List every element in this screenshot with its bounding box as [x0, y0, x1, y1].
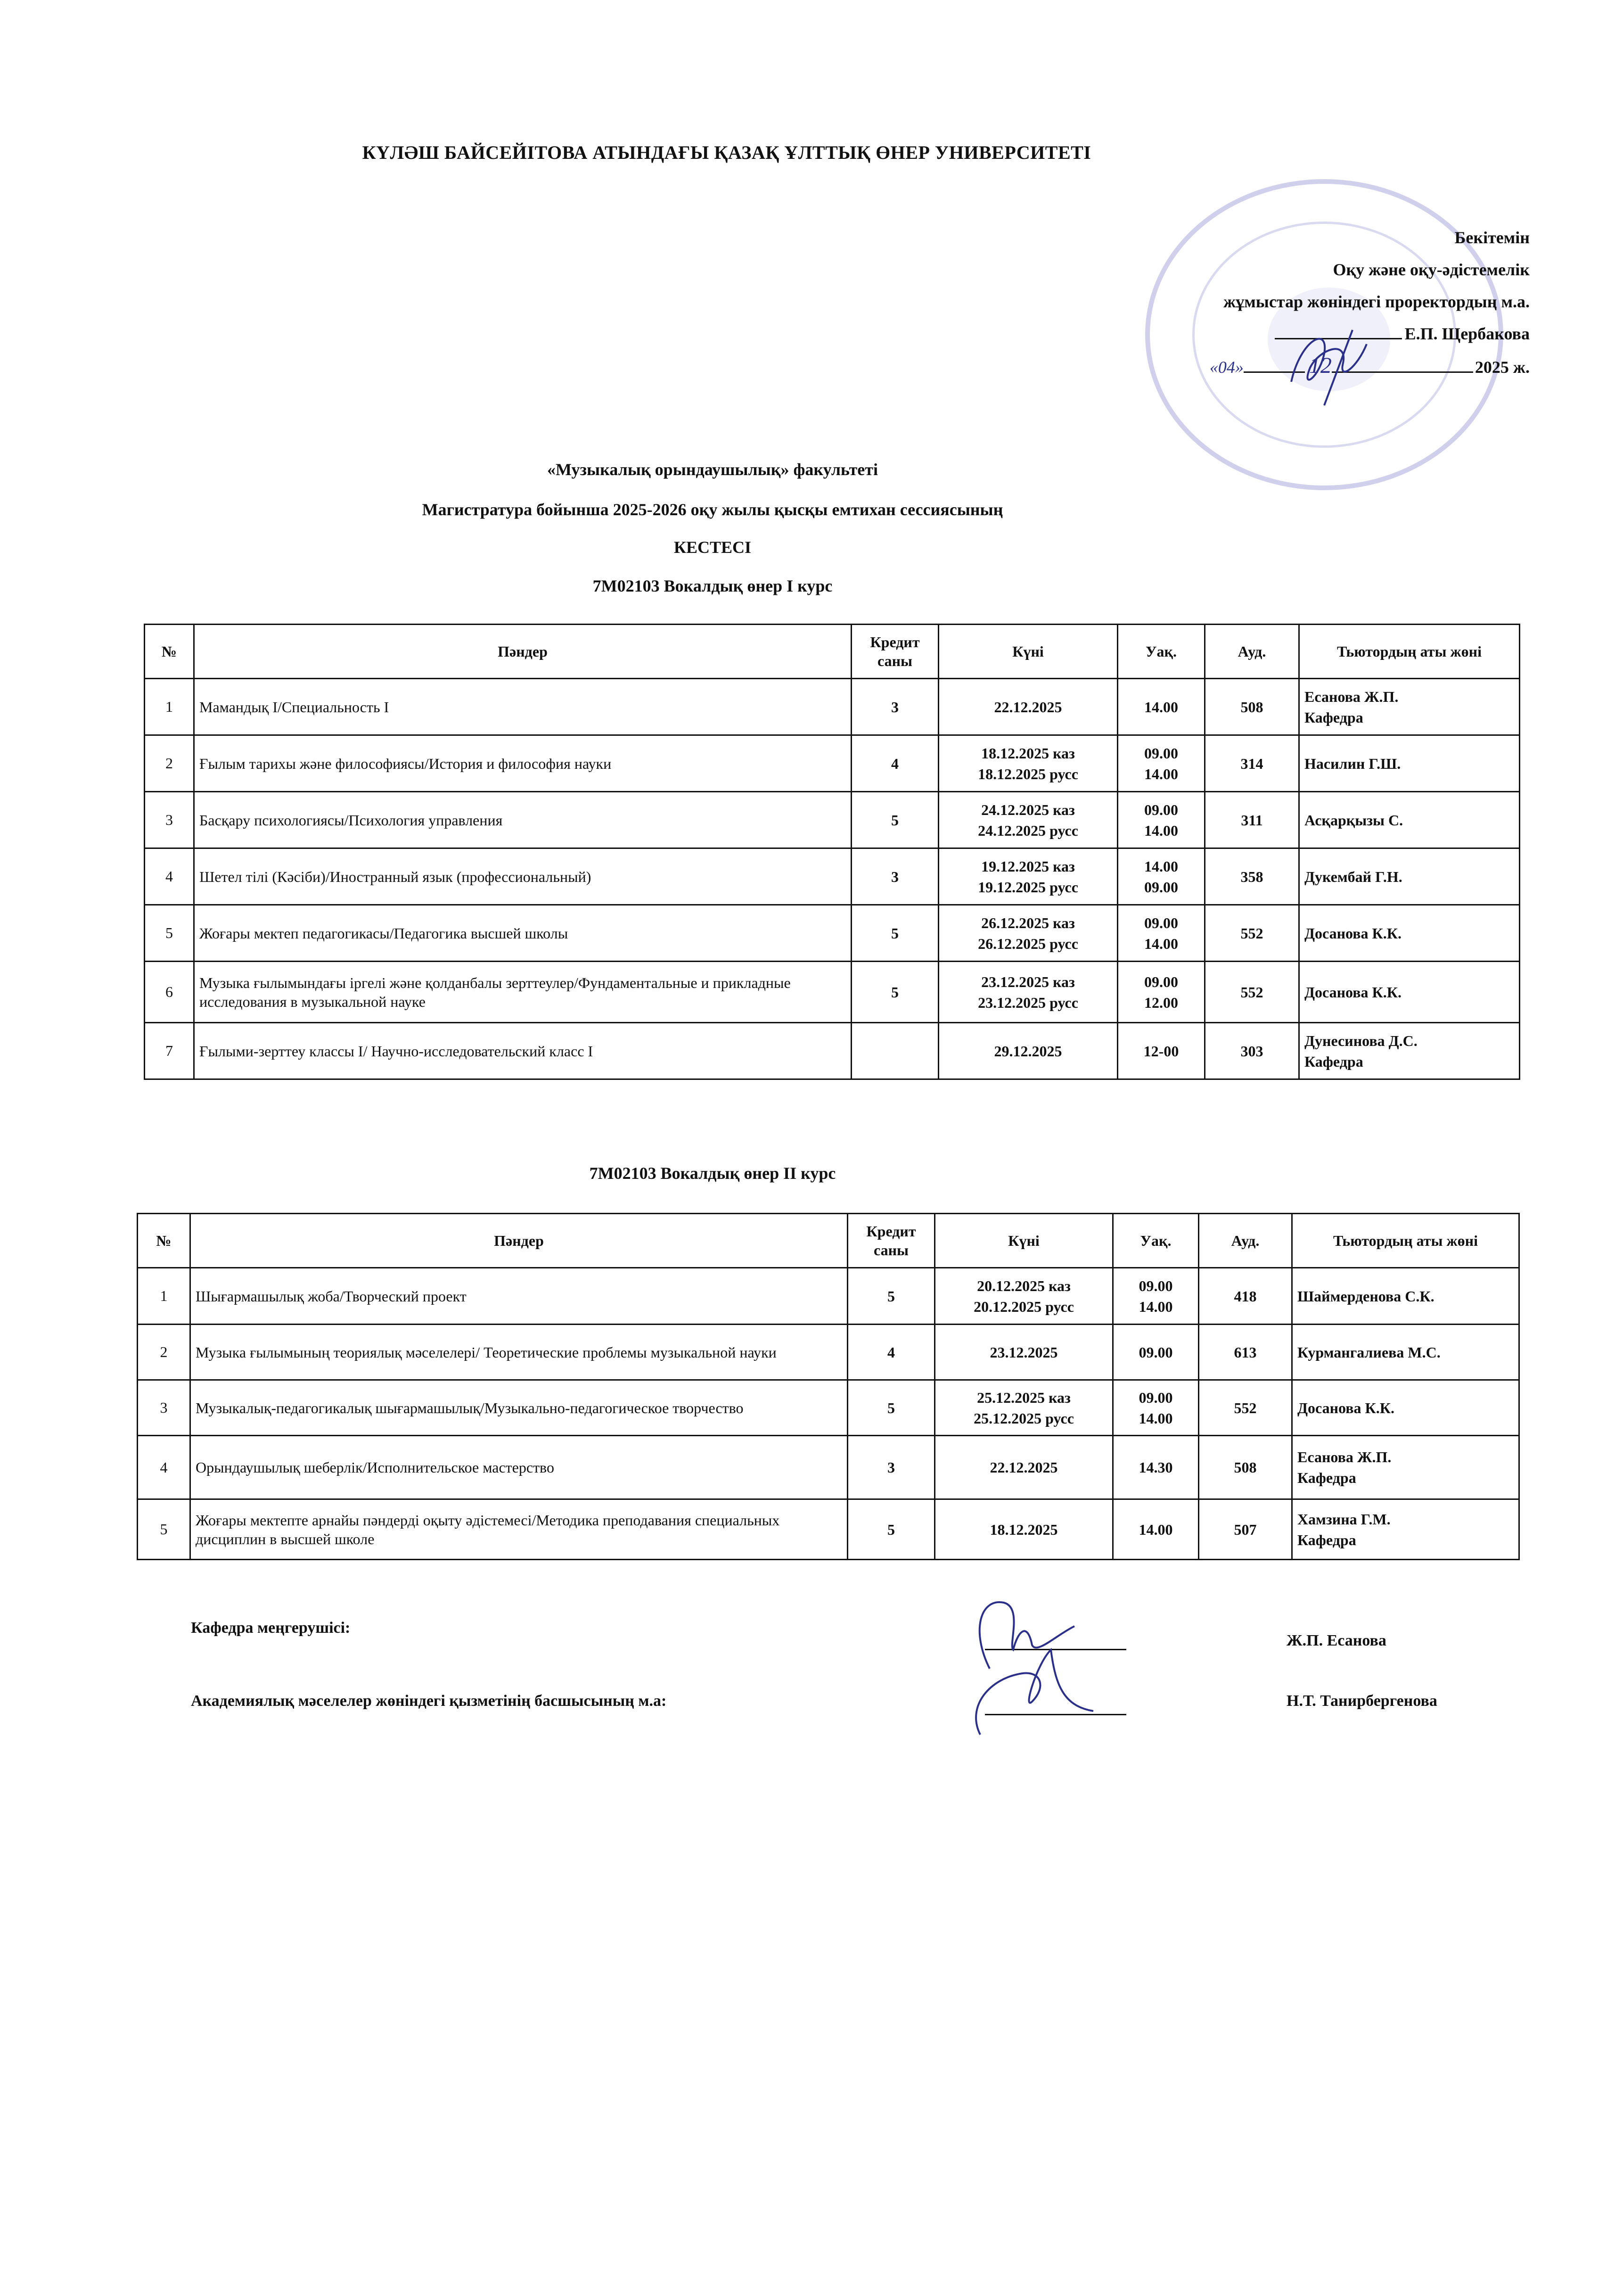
- row-tutor: [1299, 735, 1520, 792]
- row-time-2: 14.00: [1139, 1409, 1173, 1427]
- row-date-1: 26.12.2025 каз: [981, 914, 1075, 931]
- row-date-2: 25.12.2025 русс: [974, 1409, 1074, 1427]
- row-subject: Басқару психологиясы/Психология управления: [194, 792, 852, 848]
- table-row: [145, 792, 1520, 848]
- row-subject: Музыка ғылымының теориялық мәселелері/ Теоретические проблемы музыкальной науки: [190, 1325, 848, 1380]
- row-room: 303: [1205, 1023, 1299, 1079]
- row-tutor: [1292, 1268, 1519, 1325]
- row-tutor-1: Есанова Ж.П.: [1297, 1448, 1392, 1465]
- row-tutor-1: Хамзина Г.М.: [1297, 1510, 1391, 1528]
- col-tutor: Тьютордың аты жөні: [1292, 1214, 1519, 1268]
- row-time-2: 14.00: [1139, 1298, 1173, 1315]
- approval-month: 12: [1309, 353, 1332, 378]
- row-date: [935, 1325, 1113, 1380]
- row-date-1: 29.12.2025: [994, 1042, 1062, 1060]
- table-row: [138, 1380, 1519, 1436]
- row-date-1: 19.12.2025 каз: [981, 857, 1075, 875]
- row-date-2: 19.12.2025 русс: [978, 878, 1078, 896]
- row-tutor-2: Кафедра: [1304, 1053, 1363, 1070]
- row-date-1: 24.12.2025 каз: [981, 801, 1075, 818]
- col-room: Ауд.: [1199, 1214, 1292, 1268]
- table-row: [145, 905, 1520, 962]
- row-time-2: 14.00: [1144, 822, 1178, 839]
- approval-day: «04»: [1209, 358, 1244, 377]
- row-tutor-2: Кафедра: [1297, 1469, 1356, 1486]
- col-subject: Пәндер: [194, 625, 852, 679]
- row-subject: Музыкалық-педагогикалық шығармашылық/Музыкально-педагогическое творчество: [190, 1380, 848, 1436]
- col-num: №: [145, 625, 194, 679]
- approver-name: Е.П. Щербакова: [1404, 324, 1530, 343]
- row-tutor-2: Кафедра: [1297, 1531, 1356, 1548]
- table-row: [145, 1023, 1520, 1079]
- academic-affairs-name: Н.Т. Танирбергенова: [1287, 1692, 1437, 1710]
- row-tutor: [1299, 1023, 1520, 1079]
- col-tutor: Тьютордың аты жөні: [1299, 625, 1520, 679]
- row-time-1: 09.00: [1139, 1343, 1173, 1361]
- row-tutor: [1299, 962, 1520, 1023]
- col-room: Ауд.: [1205, 625, 1299, 679]
- row-time: [1118, 962, 1205, 1023]
- row-tutor: [1292, 1436, 1519, 1499]
- row-tutor-1: Дунесинова Д.С.: [1304, 1032, 1418, 1049]
- row-time: [1113, 1325, 1199, 1380]
- row-credits: 5: [848, 1380, 935, 1436]
- row-tutor: [1299, 679, 1520, 735]
- row-num: 1: [145, 679, 194, 735]
- row-subject: Шығармашылық жоба/Творческий проект: [190, 1268, 848, 1325]
- row-subject: Орындаушылық шеберлік/Исполнительское мастерство: [190, 1436, 848, 1499]
- row-time: [1118, 1023, 1205, 1079]
- row-tutor: [1292, 1380, 1519, 1436]
- schedule-table-course2: [137, 1213, 1520, 1560]
- table-row: [138, 1268, 1519, 1325]
- row-room: 552: [1205, 905, 1299, 962]
- row-room: 311: [1205, 792, 1299, 848]
- row-time-1: 09.00: [1144, 744, 1178, 762]
- faculty-heading: «Музыкалық орындаушылық» факультеті: [547, 460, 878, 479]
- row-time: [1113, 1380, 1199, 1436]
- row-credits: 3: [852, 679, 939, 735]
- row-time: [1118, 735, 1205, 792]
- col-subject: Пәндер: [190, 1214, 848, 1268]
- row-time-1: 14.00: [1144, 857, 1178, 875]
- approve-label: Бекітемін: [1454, 228, 1530, 247]
- row-date-1: 23.12.2025 каз: [981, 973, 1075, 990]
- col-credits-line2: саны: [877, 652, 912, 669]
- schedule-table-course1: [144, 624, 1520, 1080]
- row-tutor: [1292, 1325, 1519, 1380]
- row-room: 314: [1205, 735, 1299, 792]
- col-credits: [848, 1214, 935, 1268]
- row-tutor: [1299, 905, 1520, 962]
- row-room: 358: [1205, 848, 1299, 905]
- row-time: [1118, 905, 1205, 962]
- row-credits: 5: [852, 905, 939, 962]
- table-row: [138, 1436, 1519, 1499]
- row-subject: Жоғары мектепте арнайы пәндерді оқыту әдістемесі/Методика преподавания специальных дисциплин в высшей школе: [190, 1499, 848, 1560]
- department-head-signature-icon: [952, 1593, 1150, 1749]
- row-time-2: 14.00: [1144, 765, 1178, 782]
- row-date: [939, 679, 1118, 735]
- row-time: [1113, 1436, 1199, 1499]
- col-credits-line2: саны: [873, 1242, 909, 1259]
- course1-heading: 7М02103 Вокалдық өнер I курс: [592, 576, 833, 595]
- col-credits-line1: Кредит: [870, 634, 920, 650]
- row-tutor: [1292, 1499, 1519, 1560]
- table-header-row: [138, 1214, 1519, 1268]
- row-time-2: 14.00: [1144, 935, 1178, 952]
- row-tutor-1: Досанова К.К.: [1304, 924, 1402, 942]
- academic-affairs-label: Академиялық мәселелер жөніндегі қызметінің басшысының м.а:: [191, 1692, 667, 1710]
- row-num: 7: [145, 1023, 194, 1079]
- row-credits: 5: [848, 1499, 935, 1560]
- row-date: [939, 962, 1118, 1023]
- row-date-1: 25.12.2025 каз: [977, 1389, 1071, 1406]
- row-num: 3: [145, 792, 194, 848]
- row-time: [1118, 848, 1205, 905]
- row-room: 418: [1199, 1268, 1292, 1325]
- row-num: 4: [138, 1436, 190, 1499]
- row-date: [935, 1436, 1113, 1499]
- row-credits: 4: [848, 1325, 935, 1380]
- row-date-2: 18.12.2025 русс: [978, 765, 1078, 782]
- row-date-1: 22.12.2025: [994, 698, 1062, 716]
- row-num: 3: [138, 1380, 190, 1436]
- row-subject: Музыка ғылымындағы іргелі және қолданбалы зерттеулер/Фундаментальные и прикладные исследования в музыкальной науке: [194, 962, 852, 1023]
- row-num: 5: [145, 905, 194, 962]
- row-time: [1113, 1499, 1199, 1560]
- row-num: 2: [138, 1325, 190, 1380]
- approver-signature-icon: [1272, 311, 1385, 415]
- row-subject: Жоғары мектеп педагогикасы/Педагогика высшей школы: [194, 905, 852, 962]
- schedule-heading: КЕСТЕСІ: [673, 538, 752, 557]
- row-time-1: 14.00: [1144, 698, 1178, 716]
- row-tutor: [1299, 848, 1520, 905]
- university-title: КҮЛӘШ БАЙСЕЙІТОВА АТЫНДАҒЫ ҚАЗАҚ ҰЛТТЫҚ ӨНЕР УНИВЕРСИТЕТІ: [362, 142, 1091, 163]
- row-date-2: 23.12.2025 русс: [978, 994, 1078, 1011]
- row-date-1: 18.12.2025: [990, 1521, 1058, 1538]
- row-date: [939, 1023, 1118, 1079]
- row-time-2: 09.00: [1144, 878, 1178, 896]
- row-credits: 3: [848, 1436, 935, 1499]
- row-date-2: 26.12.2025 русс: [978, 935, 1078, 952]
- table-row: [145, 962, 1520, 1023]
- row-num: 1: [138, 1268, 190, 1325]
- table-row: [145, 735, 1520, 792]
- row-num: 5: [138, 1499, 190, 1560]
- row-date-2: 24.12.2025 русс: [978, 822, 1078, 839]
- course2-heading: 7М02103 Вокалдық өнер II курс: [589, 1164, 836, 1183]
- row-credits: 5: [852, 962, 939, 1023]
- row-tutor-1: Досанова К.К.: [1297, 1399, 1394, 1416]
- row-time-1: 09.00: [1144, 973, 1178, 990]
- approval-year: 2025 ж.: [1475, 358, 1530, 377]
- row-tutor-1: Досанова К.К.: [1304, 983, 1402, 1001]
- table-header-row: [145, 625, 1520, 679]
- row-date-1: 18.12.2025 каз: [981, 744, 1075, 762]
- row-tutor-1: Насилин Г.Ш.: [1304, 755, 1401, 772]
- col-num: №: [138, 1214, 190, 1268]
- col-credits: [852, 625, 939, 679]
- row-date-1: 22.12.2025: [990, 1459, 1058, 1476]
- row-time: [1118, 792, 1205, 848]
- row-time: [1113, 1268, 1199, 1325]
- row-time-1: 14.00: [1139, 1521, 1173, 1538]
- row-room: 613: [1199, 1325, 1292, 1380]
- row-room: 552: [1199, 1380, 1292, 1436]
- col-time: Уақ.: [1118, 625, 1205, 679]
- row-subject: Ғылым тарихы және философиясы/История и философия науки: [194, 735, 852, 792]
- row-num: 2: [145, 735, 194, 792]
- approver-position-line2: жұмыстар жөніндегі проректордың м.а.: [1223, 292, 1530, 311]
- row-time-1: 09.00: [1139, 1389, 1173, 1406]
- row-subject: Мамандық I/Специальность I: [194, 679, 852, 735]
- row-time-1: 09.00: [1139, 1277, 1173, 1294]
- department-head-label: Кафедра меңгерушісі:: [191, 1619, 351, 1637]
- row-date: [935, 1380, 1113, 1436]
- row-credits: 4: [852, 735, 939, 792]
- row-date-2: 20.12.2025 русс: [974, 1298, 1074, 1315]
- col-time: Уақ.: [1113, 1214, 1199, 1268]
- row-credits: 3: [852, 848, 939, 905]
- row-room: 507: [1199, 1499, 1292, 1560]
- row-credits: [852, 1023, 939, 1079]
- col-credits-line1: Кредит: [866, 1223, 916, 1240]
- row-time-1: 14.30: [1139, 1459, 1173, 1476]
- row-date-1: 23.12.2025: [990, 1343, 1058, 1361]
- row-time-1: 12-00: [1143, 1042, 1179, 1060]
- table-row: [138, 1499, 1519, 1560]
- row-date: [939, 905, 1118, 962]
- row-tutor-1: Курмангалиева М.С.: [1297, 1343, 1441, 1361]
- row-num: 4: [145, 848, 194, 905]
- row-tutor-1: Асқарқызы С.: [1304, 811, 1403, 829]
- row-date: [939, 735, 1118, 792]
- col-date: Күні: [935, 1214, 1113, 1268]
- row-room: 552: [1205, 962, 1299, 1023]
- row-tutor-1: Есанова Ж.П.: [1304, 688, 1399, 705]
- row-room: 508: [1205, 679, 1299, 735]
- row-tutor-1: Дукембай Г.Н.: [1304, 868, 1402, 885]
- row-date: [939, 792, 1118, 848]
- row-room: 508: [1199, 1436, 1292, 1499]
- row-credits: 5: [848, 1268, 935, 1325]
- row-date-1: 20.12.2025 каз: [977, 1277, 1071, 1294]
- row-subject: Ғылыми-зерттеу классы I/ Научно-исследовательский класс I: [194, 1023, 852, 1079]
- row-time: [1118, 679, 1205, 735]
- row-tutor-1: Шаймерденова С.К.: [1297, 1287, 1434, 1305]
- row-subject: Шетел тілі (Кәсіби)/Иностранный язык (профессиональный): [194, 848, 852, 905]
- row-time-1: 09.00: [1144, 801, 1178, 818]
- row-time-1: 09.00: [1144, 914, 1178, 931]
- row-tutor: [1299, 792, 1520, 848]
- row-tutor-2: Кафедра: [1304, 708, 1363, 726]
- table-row: [138, 1325, 1519, 1380]
- row-credits: 5: [852, 792, 939, 848]
- table-row: [145, 848, 1520, 905]
- col-date: Күні: [939, 625, 1118, 679]
- department-head-name: Ж.П. Есанова: [1287, 1632, 1386, 1649]
- row-time-2: 12.00: [1144, 994, 1178, 1011]
- row-num: 6: [145, 962, 194, 1023]
- row-date: [935, 1268, 1113, 1325]
- row-date: [935, 1499, 1113, 1560]
- session-heading: Магистратура бойынша 2025-2026 оқу жылы қысқы емтихан сессиясының: [422, 500, 1003, 519]
- approver-position-line1: Оқу және оқу-әдістемелік: [1333, 260, 1530, 279]
- table-row: [145, 679, 1520, 735]
- row-date: [939, 848, 1118, 905]
